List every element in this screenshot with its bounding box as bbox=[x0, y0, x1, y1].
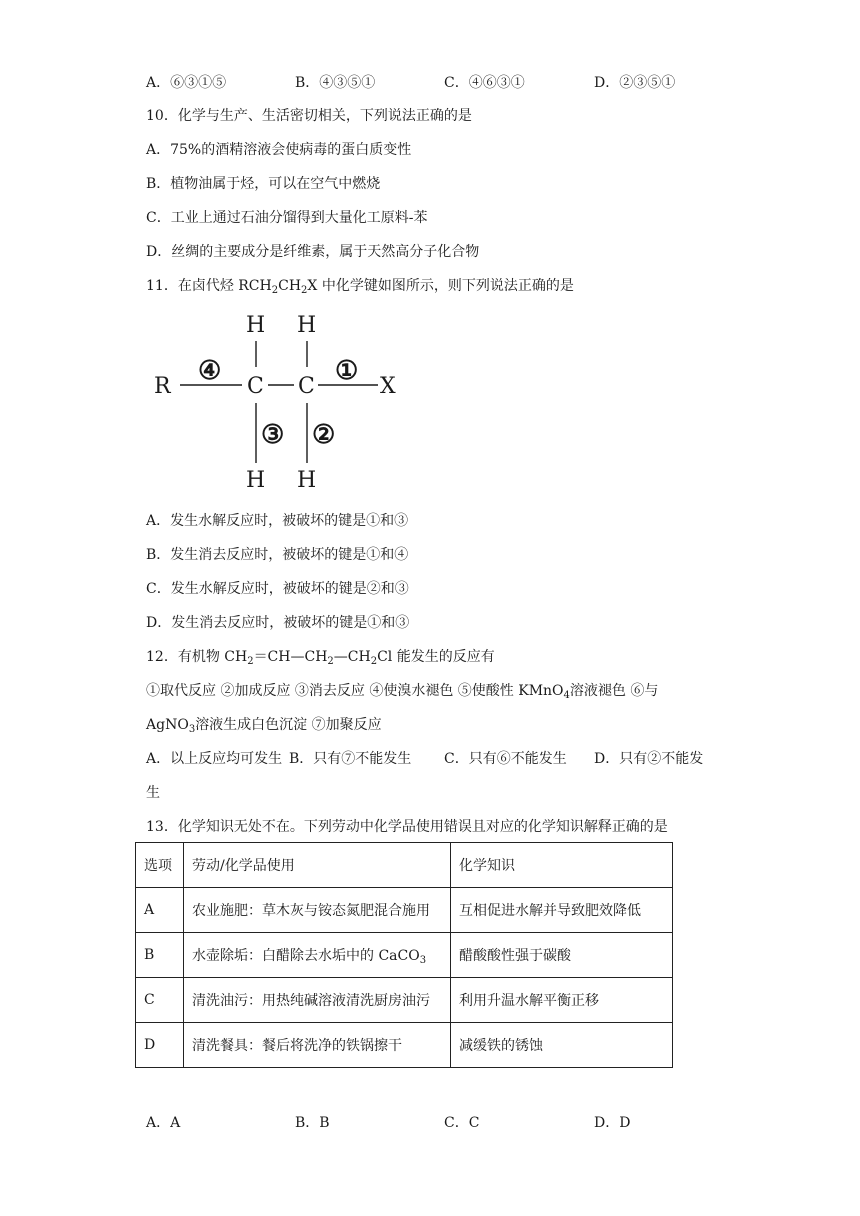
bond-3-marker: ③ bbox=[261, 420, 285, 450]
bond-2-marker: ② bbox=[312, 420, 336, 450]
table-cell-use: 水壶除垢：白醋除去水垢中的 CaCO$_3$ bbox=[184, 933, 451, 978]
q13-table bbox=[135, 842, 673, 1068]
q10-stem: 10．化学与生产、生活密切相关，下列说法正确的是 bbox=[146, 108, 472, 124]
table-header-cell: 化学知识 bbox=[451, 843, 673, 888]
q10-option-d: D．丝绸的主要成分是纤维素，属于天然高分子化合物 bbox=[146, 244, 480, 260]
h-bottom-2-label: H bbox=[297, 468, 317, 493]
table-cell-knowledge: 互相促进水解并导致肥效降低 bbox=[451, 888, 673, 933]
q13-option-b: B．B bbox=[295, 1115, 330, 1131]
table-cell-knowledge: 醋酸酸性强于碳酸 bbox=[451, 933, 673, 978]
table-cell-key: C bbox=[136, 978, 184, 1023]
table-cell-use: 清洗油污：用热纯碱溶液清洗厨房油污 bbox=[184, 978, 451, 1023]
q11-option-d: D．发生消去反应时，被破坏的键是①和③ bbox=[146, 615, 410, 631]
q12-option-c: C．只有⑥不能发生 bbox=[444, 751, 567, 767]
q11-option-c: C．发生水解反应时，被破坏的键是②和③ bbox=[146, 581, 409, 597]
carbon-1-label: C bbox=[247, 374, 264, 399]
table-header-cell: 选项 bbox=[136, 843, 184, 888]
table-row bbox=[136, 888, 673, 933]
table-cell-key: D bbox=[136, 1023, 184, 1068]
table-cell-use: 清洗餐具：餐后将洗净的铁锅擦干 bbox=[184, 1023, 451, 1068]
h-bottom-1-label: H bbox=[246, 468, 266, 493]
q9-option-b: B．④③⑤① bbox=[295, 75, 376, 91]
q12-reactions-line-2: AgNO$_3$溶液生成白色沉淀 ⑦加聚反应 bbox=[146, 717, 382, 735]
q13-stem: 13．化学知识无处不在。下列劳动中化学品使用错误且对应的化学知识解释正确的是 bbox=[146, 819, 668, 835]
q11-option-b: B．发生消去反应时，被破坏的键是①和④ bbox=[146, 547, 409, 563]
q13-option-a: A．A bbox=[146, 1115, 181, 1131]
table-row bbox=[136, 1023, 673, 1068]
q9-option-c: C．④⑥③① bbox=[444, 75, 525, 91]
h-top-2-label: H bbox=[297, 313, 317, 338]
r-group-label: R bbox=[154, 374, 171, 399]
q12-option-d: D．只有②不能发 bbox=[594, 751, 704, 767]
q13-option-d: D．D bbox=[594, 1115, 631, 1131]
q12-stem: 12．有机物 $CH_2=CH—CH_2—CH_2Cl$ 能发生的反应有 bbox=[146, 649, 495, 667]
h-top-1-label: H bbox=[246, 313, 266, 338]
q10-option-a: A．75%的酒精溶液会使病毒的蛋白质变性 bbox=[146, 142, 412, 158]
x-atom-label: X bbox=[380, 374, 396, 399]
bond-1-marker: ① bbox=[335, 356, 359, 386]
table-cell-use: 农业施肥：草木灰与铵态氮肥混合施用 bbox=[184, 888, 451, 933]
q13-option-c: C．C bbox=[444, 1115, 480, 1131]
table-row bbox=[136, 933, 673, 978]
q10-option-c: C．工业上通过石油分馏得到大量化工原料-苯 bbox=[146, 210, 428, 226]
q9-option-d: D．②③⑤① bbox=[594, 75, 676, 91]
table-header-cell: 劳动/化学品使用 bbox=[184, 843, 451, 888]
q10-option-b: B．植物油属于烃，可以在空气中燃烧 bbox=[146, 176, 381, 192]
q11-stem: 11．在卤代烃 $RCH_2CH_2X$ 中化学键如图所示，则下列说法正确的是 bbox=[146, 278, 574, 296]
table-cell-knowledge: 利用升温水解平衡正移 bbox=[451, 978, 673, 1023]
haloalkane-bond-diagram bbox=[150, 305, 410, 495]
table-header-row bbox=[136, 843, 673, 888]
q12-option-b: B．只有⑦不能发生 bbox=[289, 751, 412, 767]
carbon-2-label: C bbox=[298, 374, 315, 399]
table-cell-key: A bbox=[136, 888, 184, 933]
q12-option-d-wrap: 生 bbox=[146, 785, 160, 801]
q11-option-a: A．发生水解反应时，被破坏的键是①和③ bbox=[146, 513, 409, 529]
q12-reactions-line: ①取代反应 ②加成反应 ③消去反应 ④使溴水褪色 ⑤使酸性 KMnO$_4$溶液褪色 ⑥与 bbox=[146, 683, 659, 701]
table-cell-key: B bbox=[136, 933, 184, 978]
table-cell-knowledge: 减缓铁的锈蚀 bbox=[451, 1023, 673, 1068]
bond-4-marker: ④ bbox=[198, 356, 222, 386]
q9-option-a: A．⑥③①⑤ bbox=[146, 75, 227, 91]
q12-option-a: A．以上反应均可发生 bbox=[146, 751, 283, 767]
table-row bbox=[136, 978, 673, 1023]
